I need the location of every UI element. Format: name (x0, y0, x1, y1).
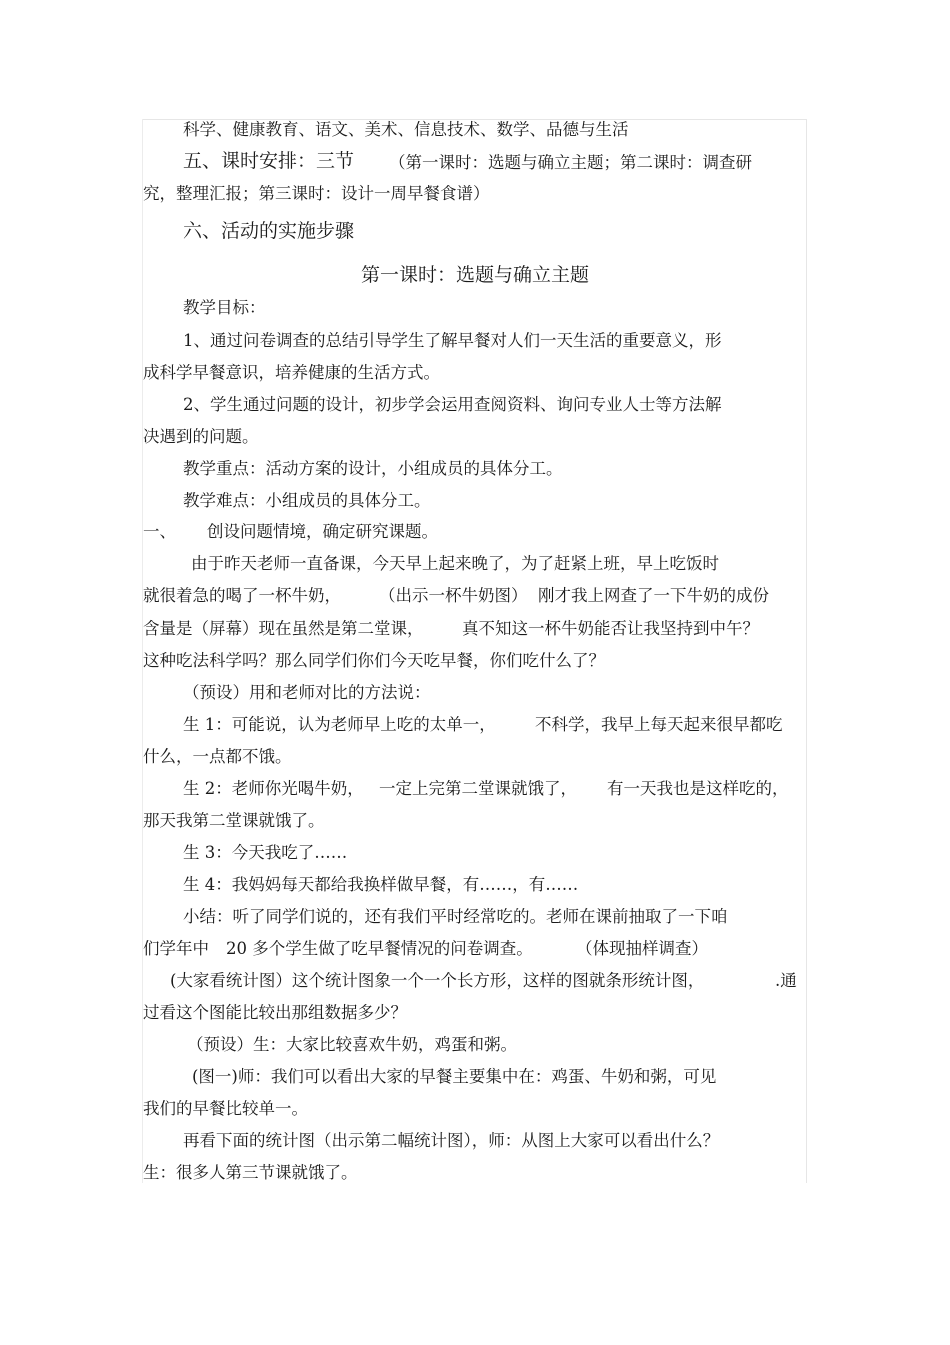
second-chart-line: 再看下面的统计图（出示第二幅统计图），师：从图上大家可以看出什么？ (183, 1131, 720, 1150)
goal-1-cont: 成科学早餐意识，培养健康的生活方式。 (143, 363, 440, 382)
teaching-difficulty: 教学难点：小组成员的具体分工。 (183, 491, 431, 510)
summary-line-cont: （体现抽样调查） (576, 939, 708, 958)
figure-1-line-cont: 我们的早餐比较单一。 (143, 1099, 308, 1118)
student-4-line: 生 4：我妈妈每天都给我换样做早餐，有……，有…… (183, 875, 579, 894)
summary-line-cont: 们学年中 (143, 939, 209, 958)
paragraph-line: 这种吃法科学吗？那么同学们你们今天吃早餐，你们吃什么了？ (143, 651, 605, 670)
step-1-title: 创设问题情境，确定研究课题。 (207, 522, 438, 541)
goal-2-cont: 决遇到的问题。 (143, 427, 259, 446)
paragraph-line: 就很着急的喝了一杯牛奶， (143, 586, 341, 605)
lesson-1-title: 第一课时：选题与确立主题 (360, 264, 589, 286)
teaching-focus: 教学重点：活动方案的设计，小组成员的具体分工。 (183, 459, 563, 478)
step-1-number: 一、 (143, 522, 176, 541)
preset-answer-line: （预设）生：大家比较喜欢牛奶，鸡蛋和粥。 (187, 1035, 517, 1054)
paragraph-line: 由于昨天老师一直备课，今天早上起来晚了，为了赶紧上班，早上吃饭时 (191, 554, 719, 573)
subjects-line: 科学、健康教育、语文、美术、信息技术、数学、品德与生活 (183, 120, 629, 139)
section-5-detail-cont: 究，整理汇报；第三课时：设计一周早餐食谱） (143, 184, 490, 203)
section-5-heading: 五、课时安排：三节 (183, 150, 355, 172)
student-1-line-cont: 什么，一点都不饿。 (143, 747, 292, 766)
chart-intro-line: .通 (775, 971, 797, 990)
goal-1: 1、通过问卷调查的总结引导学生了解早餐对人们一天生活的重要意义，形 (183, 331, 722, 350)
summary-line-cont: 20 多个学生做了吃早餐情况的问卷调查。 (226, 939, 533, 958)
student-3-line: 生 3：今天我吃了…… (183, 843, 348, 862)
student-2-line: 生 2：老师你光喝牛奶， (183, 779, 364, 798)
goal-2: 2、学生通过问题的设计，初步学会运用查阅资料、询问专业人士等方法解 (183, 395, 722, 414)
student-2-line: 一定上完第二堂课就饿了， (379, 779, 577, 798)
paragraph-line: 含量是（屏幕）现在虽然是第二堂课， (143, 619, 424, 638)
paragraph-line: 真不知这一杯牛奶能否让我坚持到中午？ (462, 619, 759, 638)
student-2-line-cont: 那天我第二堂课就饿了。 (143, 811, 325, 830)
paragraph-line: （出示一杯牛奶图） (379, 586, 528, 605)
summary-line: 小结：听了同学们说的，还有我们平时经常吃的。老师在课前抽取了一下咱 (183, 907, 728, 926)
teaching-goals-label: 教学目标： (183, 298, 266, 317)
student-2-line: 有一天我也是这样吃的， (607, 779, 789, 798)
chart-intro-line: (大家看统计图）这个统计图象一个一个长方形，这样的图就条形统计图， (170, 971, 705, 990)
paragraph-line: 刚才我上网查了一下牛奶的成份 (538, 586, 769, 605)
chart-intro-line-cont: 过看这个图能比较出那组数据多少？ (143, 1003, 407, 1022)
preset-line: （预设）用和老师对比的方法说： (183, 683, 431, 702)
student-answer-line: 生：很多人第三节课就饿了。 (143, 1163, 358, 1182)
student-1-line: 生 1：可能说，认为老师早上吃的太单一， (183, 715, 496, 734)
figure-1-line: (图一)师：我们可以看出大家的早餐主要集中在：鸡蛋、牛奶和粥，可见 (192, 1067, 717, 1086)
section-6-heading: 六、活动的实施步骤 (183, 220, 355, 242)
student-1-line: 不科学，我早上每天起来很早都吃 (535, 715, 783, 734)
section-5-detail: （第一课时：选题与确立主题；第二课时：调查研 (389, 153, 752, 172)
